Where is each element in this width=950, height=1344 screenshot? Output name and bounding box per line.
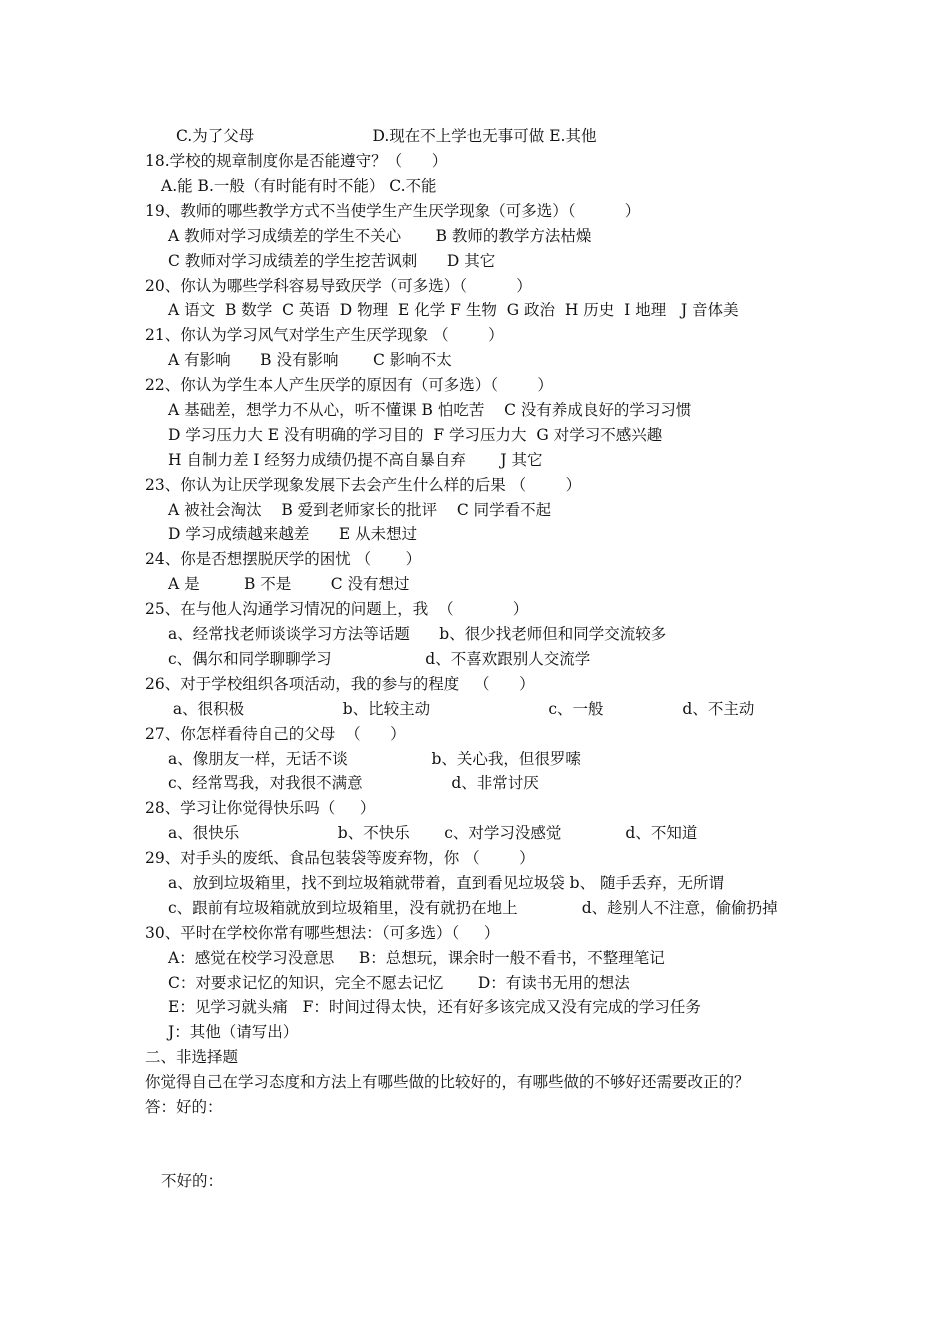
- q23-options-line-2: D 学习成绩越来越差 E 从未想过: [168, 525, 418, 543]
- q24-question: 24、你是否想摆脱厌学的困忧 （ ）: [145, 550, 422, 568]
- q30-options-line-3: E：见学习就头痛 F：时间过得太快，还有好多该完成又没有完成的学习任务: [168, 998, 701, 1016]
- q18-question: 18.学校的规章制度你是否能遵守？（ ）: [145, 152, 448, 170]
- answer-bad-label: 不好的：: [161, 1172, 224, 1190]
- q23-options-line-1: A 被社会淘汰 B 爱到老师家长的批评 C 同学看不起: [168, 501, 552, 519]
- q27-question: 27、你怎样看待自己的父母 （ ）: [145, 725, 406, 743]
- q23-question: 23、你认为让厌学现象发展下去会产生什么样的后果 （ ）: [145, 476, 582, 494]
- q22-options-line-2: D 学习压力大 E 没有明确的学习目的 F 学习压力大 G 对学习不感兴趣: [168, 426, 663, 444]
- q20-question: 20、你认为哪些学科容易导致厌学（可多选）（ ）: [145, 277, 532, 295]
- q29-question: 29、对手头的废纸、食品包装袋等废弃物，你 （ ）: [145, 849, 535, 867]
- q24-options: A 是 B 不是 C 没有想过: [168, 575, 410, 593]
- q19-options-line-1: A 教师对学习成绩差的学生不关心 B 教师的教学方法枯燥: [168, 227, 592, 245]
- q18-options: A.能 B.一般（有时能有时不能） C.不能: [161, 177, 437, 195]
- q28-question: 28、学习让你觉得快乐吗（ ）: [145, 799, 376, 817]
- open-question: 你觉得自己在学习态度和方法上有哪些做的比较好的，有哪些做的不够好还需要改正的？: [145, 1073, 750, 1091]
- q30-options-line-2: C：对要求记忆的知识，完全不愿去记忆 D：有读书无用的想法: [168, 974, 630, 992]
- q30-question: 30、平时在学校你常有哪些想法：（可多选）（ ）: [145, 924, 500, 942]
- section-2-heading: 二、非选择题: [145, 1048, 239, 1066]
- answer-good-label: 答：好的：: [145, 1098, 223, 1116]
- q22-question: 22、你认为学生本人产生厌学的原因有（可多选）（ ）: [145, 376, 553, 394]
- q30-options-line-1: A：感觉在校学习没意思 B：总想玩，课余时一般不看书，不整理笔记: [168, 949, 665, 967]
- q25-options-line-2: c、偶尔和同学聊聊学习 d、不喜欢跟别人交流学: [168, 650, 591, 668]
- q22-options-line-1: A 基础差，想学力不从心，听不懂课 B 怕吃苦 C 没有养成良好的学习习惯: [168, 401, 692, 419]
- q28-options: a、很快乐 b、不快乐 c、对学习没感觉 d、不知道: [168, 824, 698, 842]
- q17-options-line-2: C.为了父母 D.现在不上学也无事可做 E.其他: [176, 127, 597, 145]
- q29-options-line-1: a、放到垃圾箱里，找不到垃圾箱就带着，直到看见垃圾袋 b、 随手丢弃，无所谓: [168, 874, 725, 892]
- q27-options-line-2: c、经常骂我，对我很不满意 d、非常讨厌: [168, 774, 539, 792]
- q26-options: a、很积极 b、比较主动 c、一般 d、不主动: [168, 700, 755, 718]
- q20-options: A 语文 B 数学 C 英语 D 物理 E 化学 F 生物 G 政治 H 历史 I 地理 J 音体美: [168, 301, 739, 319]
- q29-options-line-2: c、跟前有垃圾箱就放到垃圾箱里，没有就扔在地上 d、趁别人不注意，偷偷扔掉: [168, 899, 778, 917]
- q25-options-line-1: a、经常找老师谈谈学习方法等话题 b、很少找老师但和同学交流较多: [168, 625, 667, 643]
- q30-options-line-4: J：其他（请写出）: [168, 1023, 299, 1041]
- q19-options-line-2: C 教师对学习成绩差的学生挖苦讽刺 D 其它: [168, 252, 496, 270]
- q27-options-line-1: a、像朋友一样，无话不谈 b、关心我，但很罗嗦: [168, 750, 581, 768]
- q25-question: 25、在与他人沟通学习情况的问题上，我 （ ）: [145, 600, 529, 618]
- q19-question: 19、教师的哪些教学方式不当使学生产生厌学现象（可多选）（ ）: [145, 202, 641, 220]
- q21-question: 21、你认为学习风气对学生产生厌学现象 （ ）: [145, 326, 504, 344]
- q26-question: 26、对于学校组织各项活动，我的参与的程度 （ ）: [145, 675, 535, 693]
- q21-options: A 有影响 B 没有影响 C 影响不太: [168, 351, 452, 369]
- q22-options-line-3: H 自制力差 I 经努力成绩仍提不高自暴自弃 J 其它: [168, 451, 543, 469]
